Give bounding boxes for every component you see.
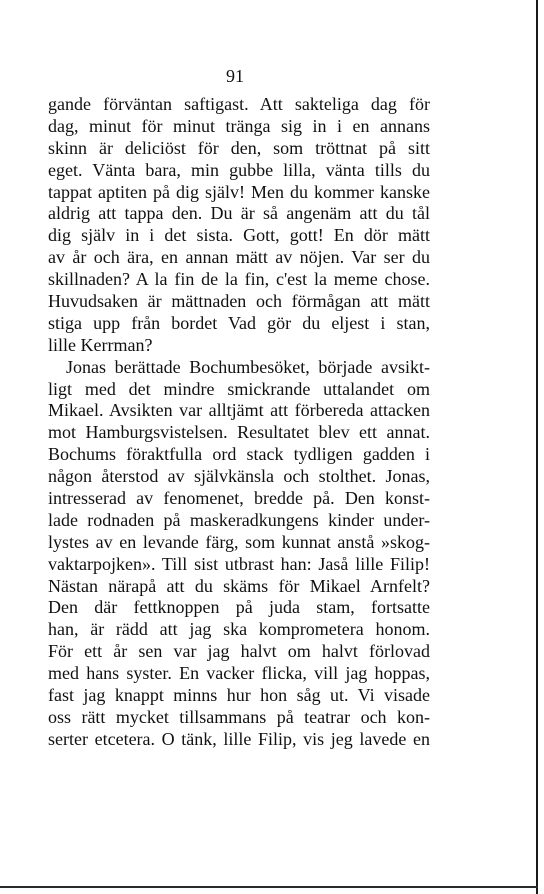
text-line: Huvudsaken är mättnaden och förmågan att mätt [48,291,430,312]
page-bottom-edge [0,886,538,888]
text-line: gande förväntan saftigast. Att sakteliga dag för [48,94,430,114]
text-line: mot Hamburgsvistelsen. Resultatet blev ett annat. [48,422,430,443]
text-line: han, är rädd att jag ska komprometera honom. [48,619,430,640]
text-line: fast jag knappt minns hur hon såg ut. Vi visade [48,685,430,706]
text-line: aldrig att tappa den. Du är så angenäm att du tål [48,203,430,224]
text-line: eget. Vänta bara, min gubbe lilla, vänta tills du [48,159,430,180]
text-line: Mikael. Avsikten var alltjämt att förbereda attacken [48,400,430,421]
text-line: dig själv in i det sista. Gott, gott! En dör mätt [48,225,430,246]
paragraph-end-line: lille Kerrman? [48,334,153,355]
text-line: oss rätt mycket tillsammans på teatrar och kon- [48,706,430,727]
text-line: Nästan närapå att du skäms för Mikael Arnfelt? [48,575,430,596]
page-right-edge [536,0,538,894]
page-number: 91 [226,66,244,86]
text-line: skinn är deliciöst för den, som tröttnat på sitt [48,137,430,158]
text-line: tappat aptiten på dig själv! Men du kommer kanske [48,181,430,202]
text-line: någon återstod av självkänsla och stolthet. Jonas, [48,466,430,487]
text-line: serter etcetera. O tänk, lille Filip, vis jeg lavede en [48,728,430,749]
text-line: av år och ära, en annan mätt av nöjen. Var ser du [48,247,430,268]
paragraph-start-line: Jonas berättade Bochumbesöket, började avsikt- [66,356,430,377]
text-line: lystes av en levande färg, som kunnat anstå »skog- [48,531,430,552]
text-line: skillnaden? A la fin de la fin, c'est la meme chose. [48,269,430,290]
text-line: För ett år sen var jag halvt om halvt förlovad [48,641,430,662]
text-line: Den där fettknoppen på juda stam, fortsatte [48,597,430,618]
text-line: vaktarpojken». Till sist utbrast han: Jaså lille Filip! [48,553,430,574]
text-line: dag, minut för minut tränga sig in i en annans [48,115,430,136]
text-line: Bochums föraktfulla ord stack tydligen gadden i [48,444,430,465]
text-line: lade rodnaden på maskeradkungens kinder under- [48,509,430,530]
text-line: ligt med det mindre smickrande uttalandet om [48,378,430,399]
body-text [48,94,430,751]
text-line: intresserad av fenomenet, bredde på. Den konst- [48,488,430,509]
text-line: stiga upp från bordet Vad gör du eljest i stan, [48,312,430,333]
text-line: med hans syster. En vacker flicka, vill jag hoppas, [48,663,430,684]
